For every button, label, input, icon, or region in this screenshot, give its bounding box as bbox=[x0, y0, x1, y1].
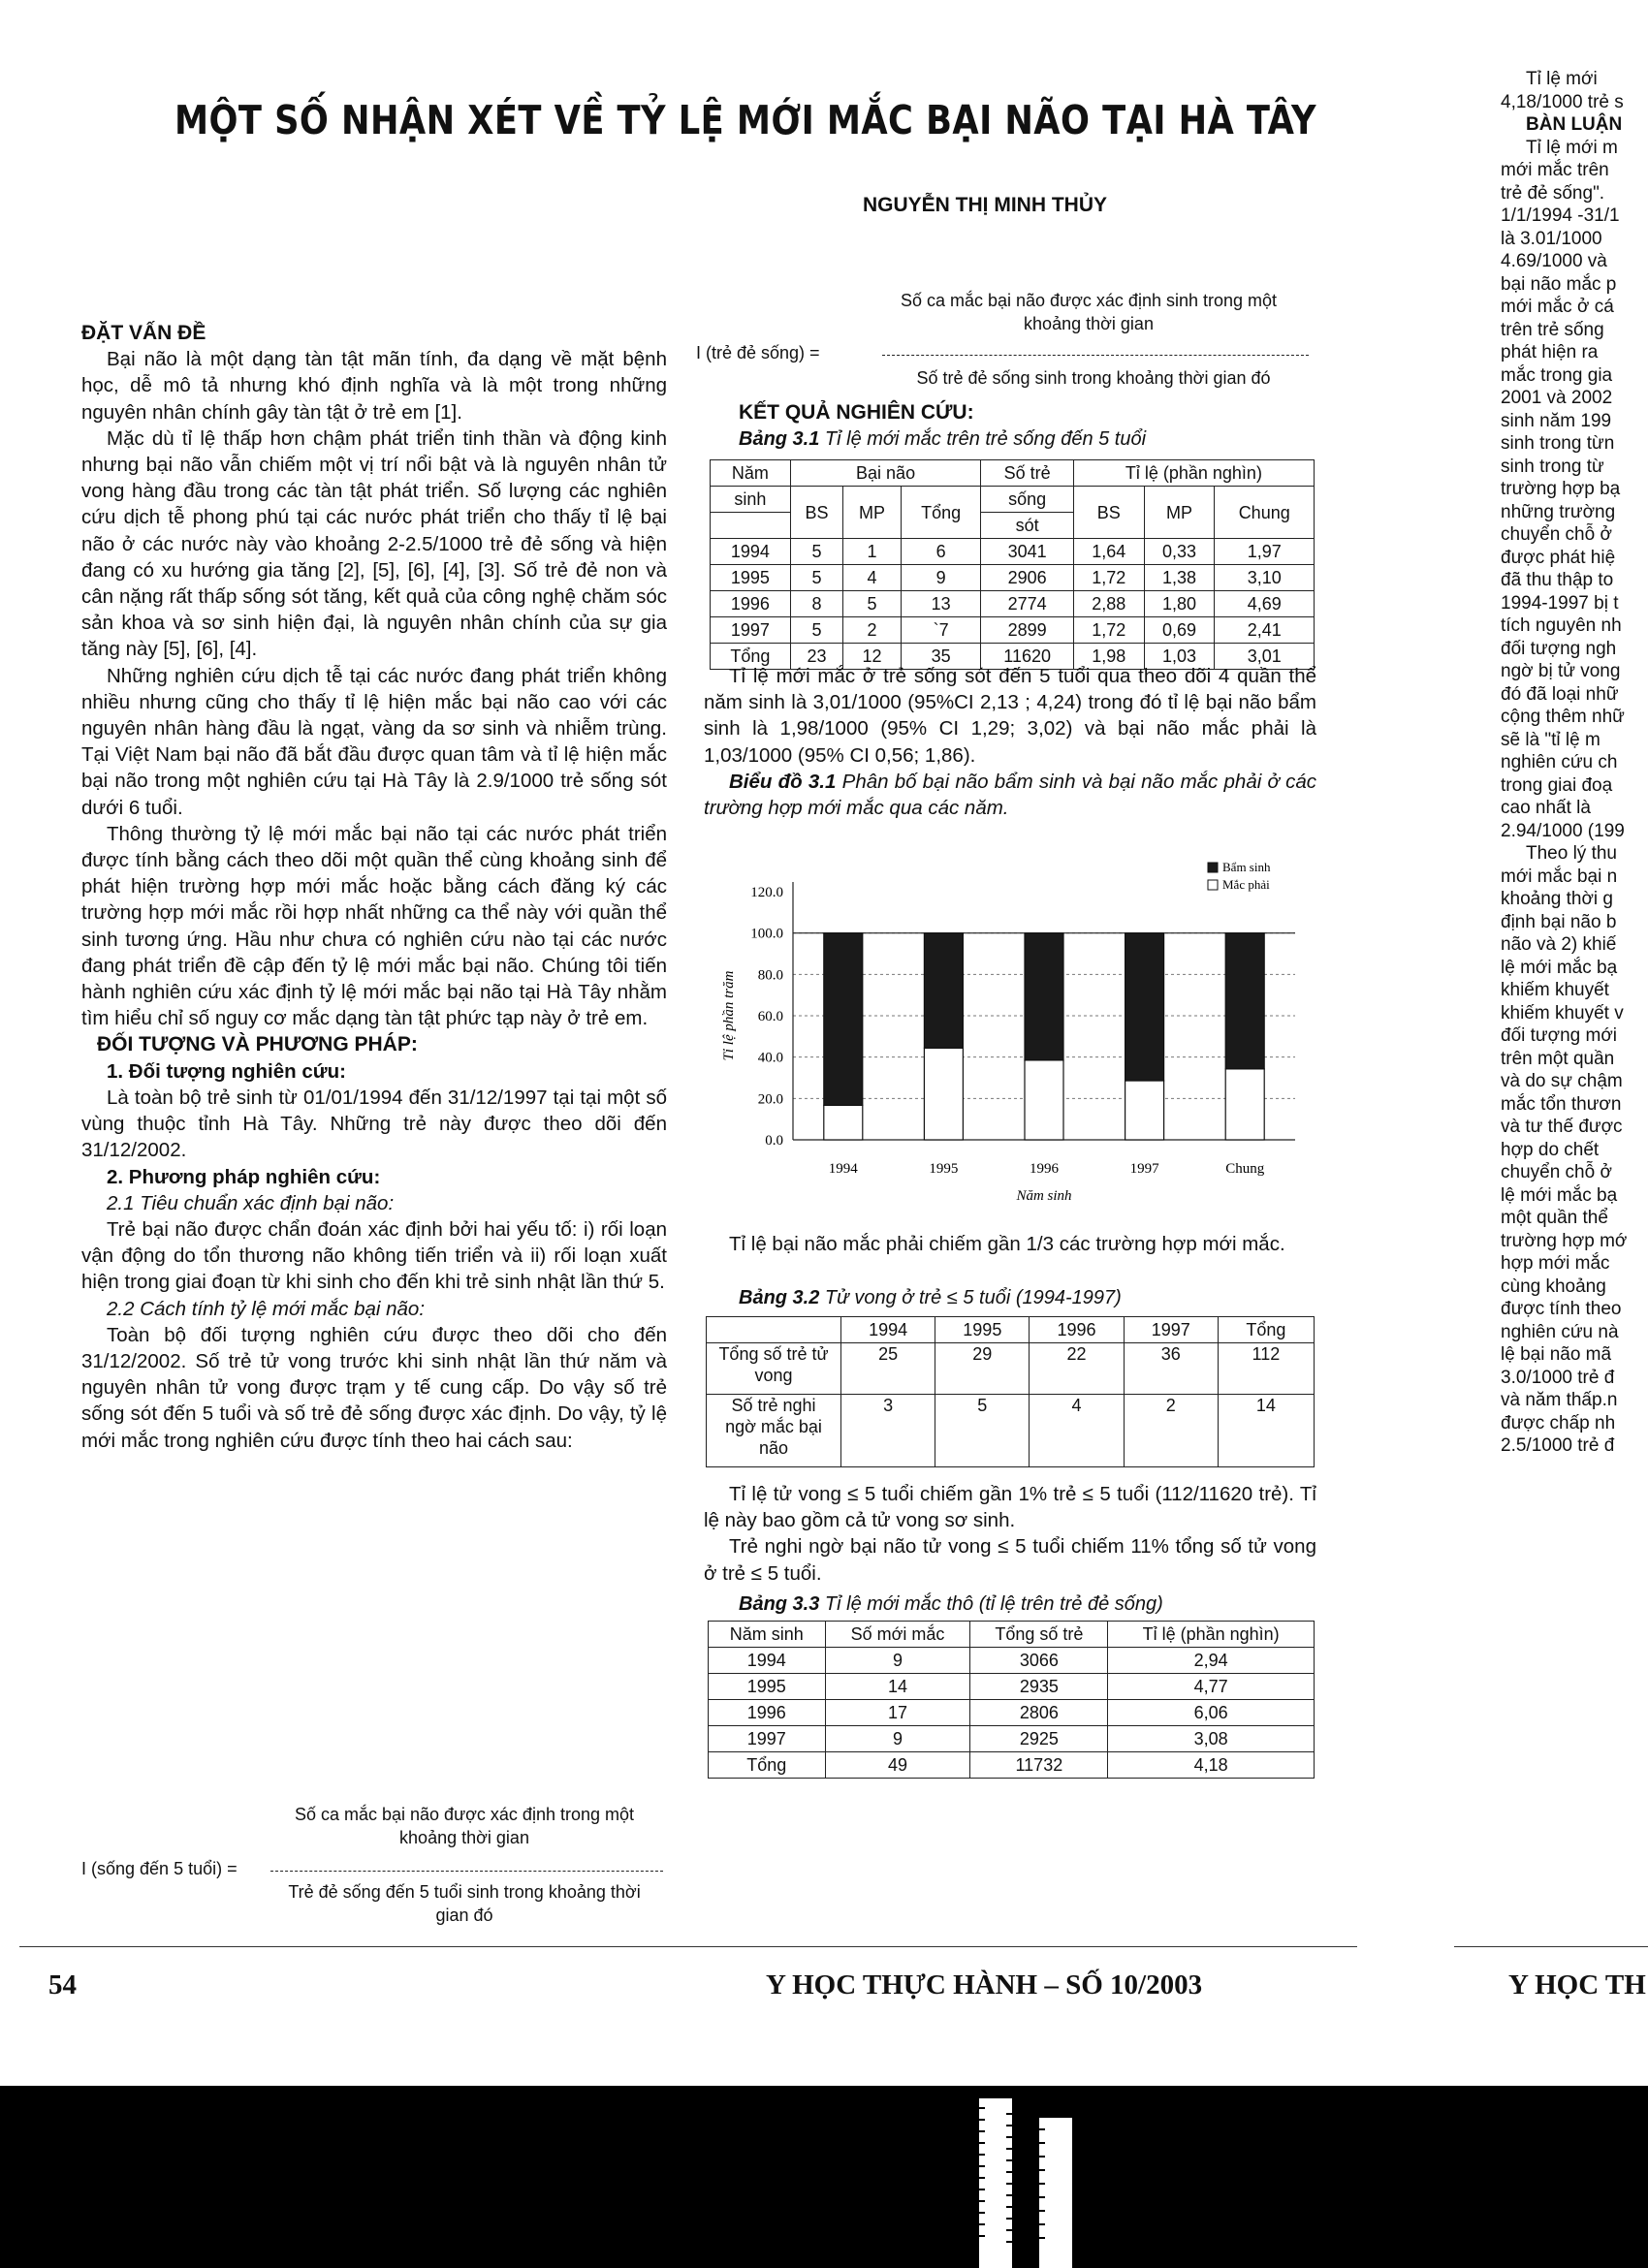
subheading-calculation: 2.2 Cách tính tỷ lệ mới mắc bại não: bbox=[107, 1297, 426, 1320]
text-line: đối tượng ngh bbox=[1501, 638, 1617, 659]
text-line: 4.69/1000 và bbox=[1501, 251, 1607, 271]
text-line: mắc tổn thươn bbox=[1501, 1093, 1622, 1115]
table-header: Năm bbox=[711, 460, 791, 487]
paragraph: Tỉ lệ bại não mắc phải chiếm gần 1/3 các trường hợp mới mắc. bbox=[729, 1233, 1285, 1255]
text-line: cộng thêm nhữ bbox=[1501, 707, 1625, 727]
table-header: Tổng bbox=[901, 487, 981, 539]
heading-introduction: ĐẶT VẤN ĐỀ bbox=[81, 322, 206, 344]
y-tick-label: 120.0 bbox=[750, 885, 783, 900]
table-header: 1997 bbox=[1124, 1317, 1218, 1343]
table-header: Tổng bbox=[1218, 1317, 1314, 1343]
footer-rule-right bbox=[1454, 1946, 1648, 1947]
table-header: Chung bbox=[1215, 487, 1315, 539]
table-header: BS bbox=[790, 487, 843, 539]
bar-segment-acquired bbox=[1125, 1081, 1164, 1140]
table-3-3-caption: Bảng 3.3 Tỉ lệ mới mắc thô (tỉ lệ trên trẻ đẻ sống) bbox=[739, 1593, 1163, 1615]
table-row: 1996 17 2806 6,06 bbox=[709, 1700, 1315, 1726]
table-header: 1994 bbox=[841, 1317, 935, 1343]
bar-segment-congenital bbox=[824, 933, 863, 1106]
text-line: 2001 và 2002 bbox=[1501, 388, 1613, 408]
text-line: mới mắc ở cá bbox=[1501, 297, 1614, 317]
formula-denominator: Trẻ đẻ sống đến 5 tuổi sinh trong khoảng thời gian đó bbox=[288, 1882, 641, 1925]
text-line: hợp mới mắc bbox=[1501, 1253, 1610, 1274]
text-line: 3.0/1000 trẻ đ bbox=[1501, 1367, 1615, 1388]
table-header: sinh bbox=[711, 487, 791, 513]
bar-segment-acquired bbox=[824, 1105, 863, 1140]
x-axis-label: Năm sinh bbox=[1016, 1188, 1072, 1204]
chart-caption: Biểu đồ 3.1 Phân bố bại não bẩm sinh và bại não mắc phải ở các trường hợp mới mắc qua các năm. bbox=[704, 770, 1317, 820]
formula-bar bbox=[882, 355, 1309, 356]
text-line: sẽ là "tỉ lệ m bbox=[1501, 729, 1600, 750]
paragraph: Tỉ lệ tử vong ≤ 5 tuổi chiếm gần 1% trẻ ≤ 5 tuổi (112/11620 trẻ). Tỉ lệ này bao gồm cả tử vong sơ sinh. bbox=[704, 1483, 1316, 1532]
right-column-fragment bbox=[1501, 68, 1648, 1458]
text-line: 4,18/1000 trẻ s bbox=[1501, 91, 1624, 112]
text-line: trên trẻ sống bbox=[1501, 319, 1604, 340]
table-header: Tổng số trẻ bbox=[970, 1622, 1108, 1648]
y-tick-label: 60.0 bbox=[757, 1009, 783, 1024]
table-3-2 bbox=[706, 1316, 1315, 1467]
table-row: 1995 5 4 9 2906 1,72 1,38 3,10 bbox=[711, 565, 1315, 591]
text-line: ngờ bị tử vong bbox=[1501, 661, 1621, 681]
text-line: mắc trong gia bbox=[1501, 364, 1613, 386]
table-header: sống bbox=[981, 487, 1073, 513]
bar-segment-acquired bbox=[1025, 1060, 1063, 1140]
text-line: 2.5/1000 trẻ đ bbox=[1501, 1435, 1615, 1456]
text-line: khiếm khuyết v bbox=[1501, 1002, 1624, 1024]
table-row: Tổng 23 12 35 11620 1,98 1,03 3,01 bbox=[711, 644, 1315, 670]
text-line: bại não mắc p bbox=[1501, 273, 1617, 295]
paragraph: Bại não là một dạng tàn tật mãn tính, đa dạng về mặt bệnh học, dễ mô tả nhưng khó định nghĩa và là một trong những nguyên nhân chính gây tàn tật ở trẻ em [1]. bbox=[81, 348, 667, 424]
text-line: được phát hiệ bbox=[1501, 547, 1616, 568]
journal-name-right: Y HỌC TH bbox=[1508, 1969, 1646, 2000]
heading-results: KẾT QUẢ NGHIÊN CỨU: bbox=[739, 401, 974, 424]
text-line: Theo lý thu bbox=[1526, 843, 1617, 864]
formula-numerator: Số ca mắc bại não được xác định sinh trong một khoảng thời gian bbox=[900, 291, 1278, 333]
x-tick-label: Chung bbox=[1225, 1161, 1265, 1177]
table-header: 1996 bbox=[1030, 1317, 1124, 1343]
table-row: 1996 8 5 13 2774 2,88 1,80 4,69 bbox=[711, 591, 1315, 617]
paragraph: Mặc dù tỉ lệ thấp hơn chậm phát triển tinh thần và động kinh nhưng bại não vẫn chiếm một vị trí nổi bật và là nguyên nhân tử vong hàng đầu trong các tàn tật phát triển. Số lượng các nghiên cứu dịch tễ phong phú tại các nước phát triển cho thấy tỉ lệ bại não ở các nước này vào khoảng 2-2.5/1000 trẻ đẻ sống và hiện đang có xu hướng gia tăng [2], [5], [6], [4], [3]. Số trẻ đẻ non và cân nặng rất thấp sống sót tăng, kết quả của công nghệ chăm sóc sản khoa và sơ sinh hiện đại, là nguyên nhân chính của sự gia tăng này [5], [6], [4]. bbox=[81, 426, 667, 661]
text-line: sinh trong từn bbox=[1501, 433, 1615, 454]
table-header: MP bbox=[843, 487, 902, 539]
table-header: Số mới mắc bbox=[825, 1622, 970, 1648]
text-line: 2.94/1000 (199 bbox=[1501, 820, 1625, 841]
paragraph: Trẻ nghi ngờ bại não tử vong ≤ 5 tuổi chiếm 11% tổng số tử vong ở trẻ ≤ 5 tuổi. bbox=[704, 1535, 1316, 1585]
formula-lhs: I (sống đến 5 tuổi) = bbox=[81, 1859, 238, 1878]
text-line: 1/1/1994 -31/1 bbox=[1501, 205, 1620, 226]
table-row: Tổng số trẻ tử vong 25 29 22 36 112 bbox=[707, 1343, 1315, 1395]
formula-bar bbox=[270, 1871, 663, 1872]
table-header: BS bbox=[1073, 487, 1144, 539]
y-axis-label: Tỉ lệ phần trăm bbox=[721, 970, 737, 1061]
table-header: Bại não bbox=[790, 460, 981, 487]
table-header: sót bbox=[981, 513, 1073, 539]
text-line: lệ mới mắc bạ bbox=[1501, 1184, 1618, 1206]
paragraph: Những nghiên cứu dịch tễ tại các nước đang phát triển không nhiều nhưng cũng cho thấy tỉ lệ hiện mắc bại não cao với các nguyên nhân hàng đầu là ngạt, vàng da sơ sinh và nhiễm trùng. Tại Việt Nam bại não đã bắt đầu được quan tâm và tỉ lệ hiện mắc bại não trong một nghiên cứu tại Hà Tây là 2.9/1000 trẻ sống sót dưới 6 tuổi. bbox=[81, 664, 667, 819]
text-line: sinh năm 199 bbox=[1501, 410, 1612, 431]
subheading-criteria: 2.1 Tiêu chuẩn xác định bại não: bbox=[107, 1191, 395, 1214]
page-number: 54 bbox=[48, 1969, 77, 2000]
formula-survival bbox=[81, 1803, 673, 1925]
table-cell bbox=[711, 513, 791, 539]
x-tick-label: 1996 bbox=[1030, 1161, 1059, 1177]
x-tick-label: 1995 bbox=[929, 1161, 959, 1177]
text-line: não và 2) khiế bbox=[1501, 934, 1617, 955]
table-row: 1994 5 1 6 3041 1,64 0,33 1,97 bbox=[711, 539, 1315, 565]
table-3-2-caption: Bảng 3.2 Tử vong ở trẻ ≤ 5 tuổi (1994-1997) bbox=[739, 1287, 1122, 1308]
text-line: nghiên cứu nà bbox=[1501, 1321, 1619, 1342]
text-line: đã thu thập to bbox=[1501, 570, 1614, 590]
legend-swatch bbox=[1208, 880, 1218, 890]
text-line: Tỉ lệ mới bbox=[1526, 69, 1598, 89]
table-header: Năm sinh bbox=[709, 1622, 826, 1648]
text-line: chuyển chỗ ở bbox=[1501, 1162, 1612, 1182]
text-line: lệ mới mắc bạ bbox=[1501, 957, 1618, 978]
results-text-2 bbox=[704, 1231, 1316, 1257]
table-header: Số trẻ bbox=[981, 460, 1073, 487]
table-row: 1995 14 2935 4,77 bbox=[709, 1674, 1315, 1700]
bar-segment-acquired bbox=[1225, 1069, 1264, 1140]
text-line: được tính theo bbox=[1501, 1299, 1622, 1319]
table-3-1 bbox=[710, 459, 1315, 670]
journal-name: Y HỌC THỰC HÀNH – SỐ 10/2003 bbox=[766, 1969, 1203, 2000]
legend-label: Mắc phải bbox=[1222, 877, 1270, 892]
table-header: 1995 bbox=[935, 1317, 1030, 1343]
text-line: trẻ đẻ sống". bbox=[1501, 182, 1605, 204]
scan-border bbox=[0, 2086, 1648, 2268]
text-line: nghiên cứu ch bbox=[1501, 752, 1618, 772]
bar-segment-congenital bbox=[1025, 933, 1063, 1060]
heading-subjects: 1. Đối tượng nghiên cứu: bbox=[107, 1059, 346, 1083]
y-tick-label: 80.0 bbox=[757, 967, 783, 984]
text-line: mới mắc bại n bbox=[1501, 866, 1618, 887]
table-row: 1994 9 3066 2,94 bbox=[709, 1648, 1315, 1674]
table-header: Tỉ lệ (phần nghìn) bbox=[1073, 460, 1314, 487]
heading-method: 2. Phương pháp nghiên cứu: bbox=[107, 1165, 381, 1188]
text-line: cao nhất là bbox=[1501, 798, 1591, 818]
formula-lhs: I (trẻ đẻ sống) = bbox=[696, 343, 820, 362]
table-header: Tỉ lệ (phần nghìn) bbox=[1108, 1622, 1315, 1648]
table-header: MP bbox=[1144, 487, 1215, 539]
text-line: và năm thấp.n bbox=[1501, 1390, 1618, 1410]
author-name: NGUYỄN THỊ MINH THỦY bbox=[863, 194, 1107, 216]
text-line: hợp do chết bbox=[1501, 1139, 1600, 1160]
bar-segment-congenital bbox=[924, 933, 963, 1049]
left-column bbox=[81, 320, 667, 1454]
text-line: tích nguyên nh bbox=[1501, 615, 1622, 636]
text-line: 1994-1997 bị t bbox=[1501, 592, 1619, 614]
text-line: sinh trong từ bbox=[1501, 456, 1604, 477]
table-row: 1997 9 2925 3,08 bbox=[709, 1726, 1315, 1752]
text-line: khiếm khuyết bbox=[1501, 980, 1609, 1000]
x-tick-label: 1994 bbox=[828, 1161, 858, 1177]
text-line: BÀN LUẬN bbox=[1526, 114, 1623, 135]
stacked-bar-chart bbox=[704, 853, 1324, 1231]
legend-label: Bẩm sinh bbox=[1222, 860, 1271, 874]
y-tick-label: 40.0 bbox=[757, 1050, 783, 1066]
paragraph: Là toàn bộ trẻ sinh từ 01/01/1994 đến 31/12/1997 tại tại một số vùng thuộc tỉnh Hà Tây. Những trẻ này được theo dõi đến 31/12/2002. bbox=[81, 1086, 667, 1162]
text-line: lệ bại não mã bbox=[1501, 1344, 1612, 1365]
table-3-3 bbox=[708, 1621, 1315, 1779]
text-line: chuyển chỗ ở bbox=[1501, 524, 1612, 545]
footer-rule bbox=[19, 1946, 1357, 1947]
paragraph: Thông thường tỷ lệ mới mắc bại não tại các nước phát triển được tính bằng cách theo dõi một quần thể cùng khoảng sinh để phát hiện trường hợp mới mắc hoặc bằng cách đăng ký các trường hợp mới mắc rồi hợp nhất những ca thể này với quần thể sinh tương ứng. Hầu như chưa có nghiên cứu nào tại các nước đang phát triển đề cập đến tỷ lệ mới mắc bại não. Chúng tôi tiến hành nghiên cứu xác định tỷ lệ mới mắc bại não tại Hà Tây nhằm tìm hiểu chỉ số nguy cơ mắc dạng tàn tật phức tạp này ở trẻ em. bbox=[81, 822, 667, 1030]
text-line: trên một quần bbox=[1501, 1048, 1615, 1069]
text-line: trường hợp mớ bbox=[1501, 1230, 1628, 1251]
table-row: Tổng 49 11732 4,18 bbox=[709, 1752, 1315, 1779]
paragraph: Toàn bộ đối tượng nghiên cứu được theo dõi cho đến 31/12/2002. Số trẻ tử vong trước khi sinh nhật lần thứ năm và nguyên nhân tử vong được trạm y tế cung cấp. Do vậy số trẻ sống sót đến 5 tuổi và số trẻ đẻ sống được xác định. Do vậy, tỷ lệ mới mắc trong nghiên cứu được tính theo hai cách sau: bbox=[81, 1323, 667, 1452]
text-line: và tư thế được bbox=[1501, 1117, 1623, 1137]
text-line: Tỉ lệ mới m bbox=[1526, 137, 1618, 158]
text-line: trường hợp bạ bbox=[1501, 479, 1621, 499]
text-line: phát hiện ra bbox=[1501, 342, 1599, 362]
results-text-1 bbox=[704, 663, 1316, 821]
table-3-1-caption: Bảng 3.1 Tỉ lệ mới mắc trên trẻ sống đến 5 tuổi bbox=[739, 428, 1147, 450]
text-line: là 3.01/1000 bbox=[1501, 228, 1602, 249]
y-tick-label: 0.0 bbox=[765, 1133, 783, 1149]
bar-segment-acquired bbox=[924, 1048, 963, 1140]
y-tick-label: 20.0 bbox=[757, 1091, 783, 1108]
text-line: cùng khoảng bbox=[1501, 1276, 1606, 1297]
formula-live-births bbox=[696, 289, 1316, 395]
article-title: MỘT SỐ NHẬN XÉT VỀ TỶ LỆ MỚI MẮC BẠI NÃO TẠI HÀ TÂY bbox=[174, 97, 1316, 143]
text-line: được chấp nh bbox=[1501, 1412, 1616, 1433]
text-line: định bại não b bbox=[1501, 911, 1617, 932]
paragraph: Trẻ bại não được chẩn đoán xác định bởi hai yếu tố: i) rối loạn vận động do tổn thương não không tiến triển và ii) rối loạn xuất hiện trong giai đoạn từ khi sinh cho đến khi trẻ sinh nhật lần thứ 5. bbox=[81, 1217, 667, 1294]
text-line: đối tượng mới bbox=[1501, 1025, 1618, 1046]
text-line: và do sự chậm bbox=[1501, 1071, 1623, 1091]
table-cell bbox=[707, 1317, 841, 1343]
formula-numerator: Số ca mắc bại não được xác định trong một khoảng thời gian bbox=[294, 1805, 635, 1847]
legend-swatch bbox=[1208, 863, 1218, 872]
table-row: Số trẻ nghi ngờ mắc bại não 3 5 4 2 14 bbox=[707, 1395, 1315, 1467]
text-line: những trường bbox=[1501, 501, 1616, 522]
y-tick-label: 100.0 bbox=[750, 926, 783, 942]
bar-segment-congenital bbox=[1125, 933, 1164, 1081]
text-line: một quần thể bbox=[1501, 1208, 1608, 1228]
binding-strip bbox=[969, 2089, 1086, 2268]
bar-segment-congenital bbox=[1225, 933, 1264, 1069]
text-line: trong giai đoạ bbox=[1501, 774, 1613, 796]
heading-methods: ĐỐI TƯỢNG VÀ PHƯƠNG PHÁP: bbox=[97, 1033, 418, 1056]
table-row: 1997 5 2 `7 2899 1,72 0,69 2,41 bbox=[711, 617, 1315, 644]
x-tick-label: 1997 bbox=[1129, 1161, 1159, 1177]
formula-denominator: Số trẻ đẻ sống sinh trong khoảng thời gian đó bbox=[916, 368, 1271, 388]
paragraph: Tỉ lệ mới mắc ở trẻ sống sót đến 5 tuổi qua theo dõi 4 quần thể năm sinh là 3,01/1000 (95%CI 2,13 ; 4,24) trong đó tỉ lệ bại não bẩm sinh là 1,98/1000 (95% CI 1,29; 3,02) và bại não mắc phải là 1,03/1000 (95% CI 0,56; 1,86). bbox=[704, 665, 1316, 767]
text-line: mới mắc trên bbox=[1501, 160, 1609, 180]
text-line: đó đã loại nhữ bbox=[1501, 683, 1619, 705]
text-line: khoảng thời g bbox=[1501, 889, 1613, 909]
results-text-3 bbox=[704, 1481, 1316, 1587]
